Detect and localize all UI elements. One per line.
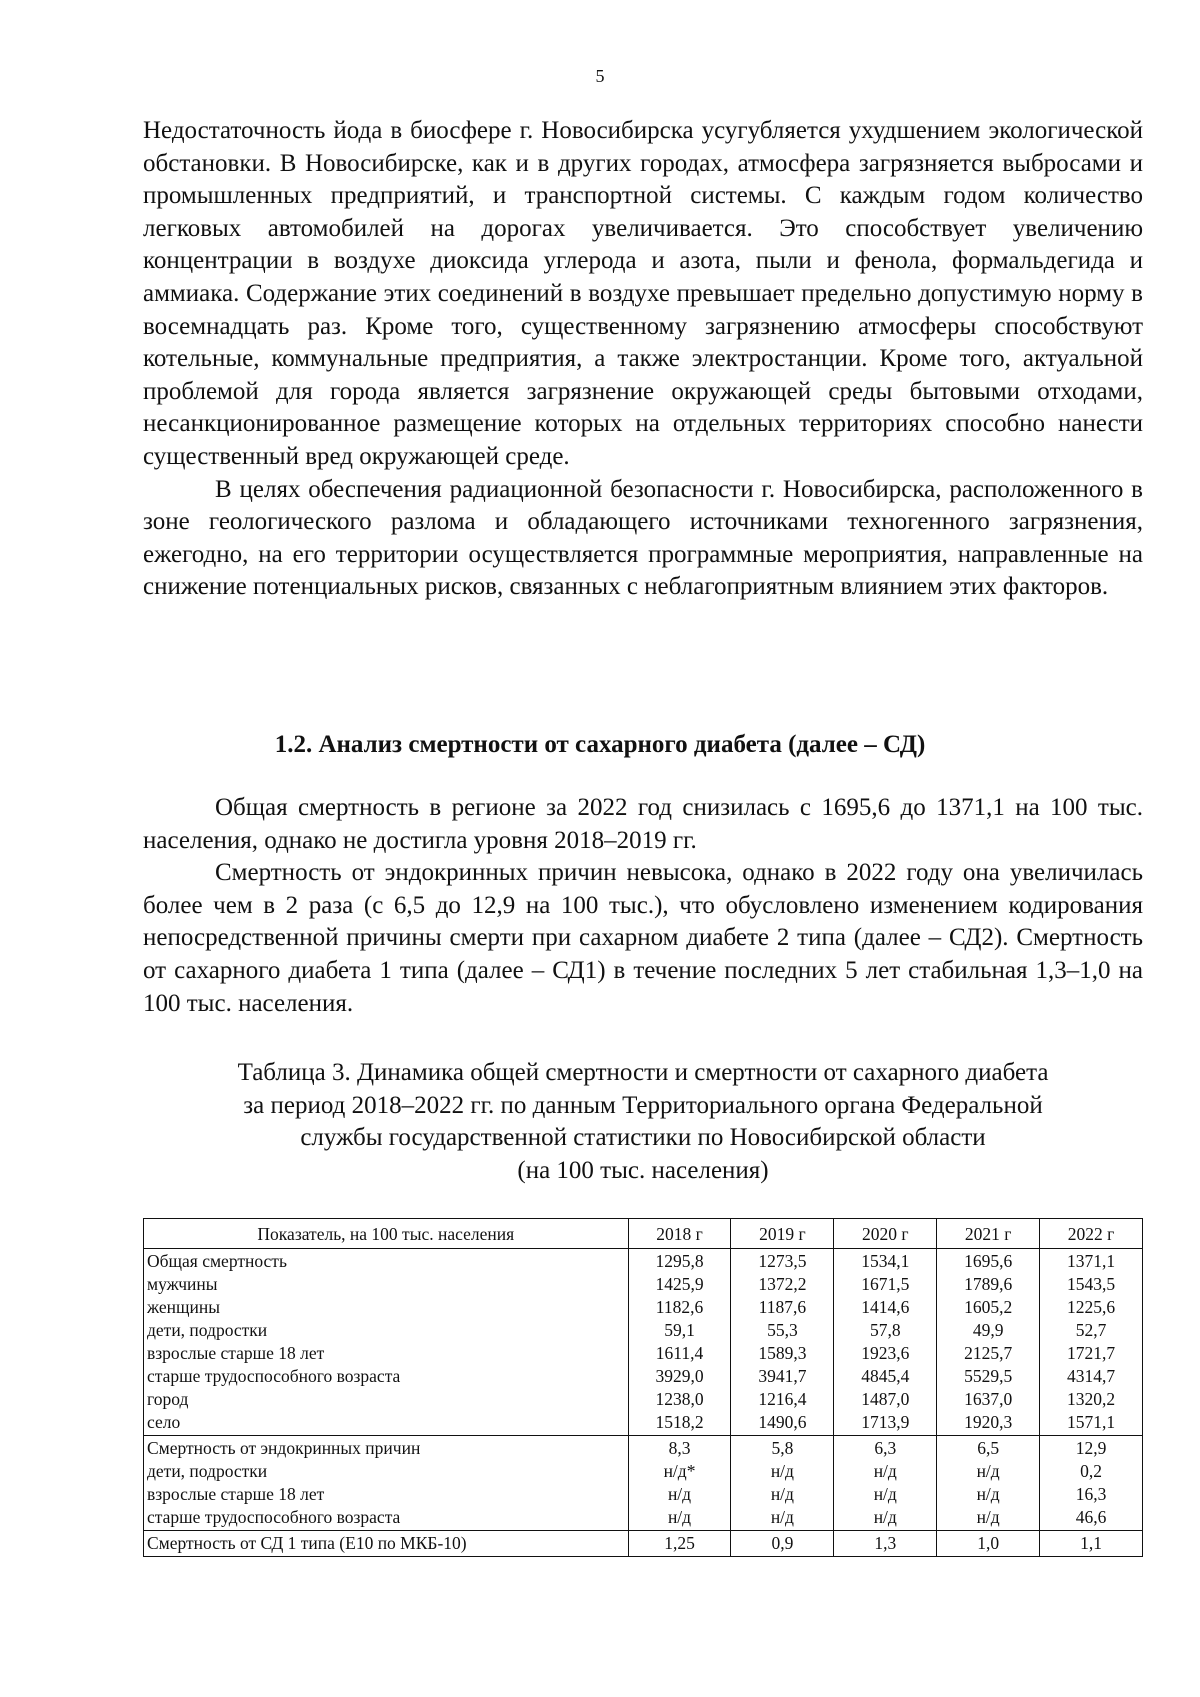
- cell-value: 1320,2: [1066, 1389, 1116, 1409]
- cell-value: 1425,9: [655, 1274, 704, 1294]
- cell-value: 1414,6: [861, 1297, 910, 1317]
- cell-value: 1372,2: [758, 1274, 807, 1294]
- table-caption-line: Таблица 3. Динамика общей смертности и смертности от сахарного диабета: [237, 1059, 1049, 1086]
- cell-value: 55,3: [767, 1320, 798, 1340]
- cell-value: 5529,5: [964, 1366, 1013, 1386]
- cell-value: 52,7: [1075, 1320, 1107, 1340]
- intro-text-block: [143, 115, 1143, 604]
- header-year-2020: 2020 г: [834, 1219, 937, 1249]
- cell-value: н/д: [873, 1507, 897, 1527]
- cell-value: 57,8: [869, 1320, 901, 1340]
- group-values-2020: [834, 1531, 937, 1557]
- cell-value: н/д: [770, 1484, 794, 1504]
- group-values-2019: [731, 1436, 834, 1531]
- table-caption: [143, 1057, 1143, 1187]
- cell-value: 1589,3: [758, 1343, 807, 1363]
- cell-value: 1920,3: [964, 1412, 1013, 1432]
- paragraph-endocrine-mortality: Смертность от эндокринных причин невысока, однако в 2022 году она увеличилась более чем в 2 раза (с 6,5 до 12,9 на 100 тыс.), что обусловлено изменением кодирования непосредственной причины смерти при сахарном диабете 2 типа (далее – СД2). Смертность от сахарного диабета 1 типа (далее – СД1) в течение последних 5 лет стабильная 1,3–1,0 на 100 тыс. населения.: [143, 859, 1143, 1017]
- cell-value: 2125,7: [964, 1343, 1013, 1363]
- group-values-2019: [731, 1249, 834, 1436]
- paragraph-radiation-safety: В целях обеспечения радиационной безопасности г. Новосибирска, расположенного в зоне геологического разлома и обладающего источниками техногенного загрязнения, ежегодно, на его территории осуществляется программные мероприятия, направленные на снижение потенциальных рисков, связанных с неблагоприятным влиянием этих факторов.: [143, 475, 1143, 601]
- cell-value: 1611,4: [655, 1343, 704, 1363]
- cell-value: 1789,6: [964, 1274, 1013, 1294]
- row-label: женщины: [147, 1297, 220, 1317]
- group-values-2021: [937, 1531, 1040, 1557]
- group-values-2018: [628, 1436, 731, 1531]
- page-number: 5: [595, 66, 605, 86]
- table-group-endocrine-mortality: [144, 1436, 1143, 1531]
- group-values-2021: [937, 1436, 1040, 1531]
- cell-value: н/д: [873, 1461, 897, 1481]
- cell-value: 6,5: [977, 1438, 1000, 1458]
- cell-value: 1534,1: [861, 1251, 910, 1271]
- cell-value: 1187,6: [758, 1297, 807, 1317]
- cell-value: 1238,0: [655, 1389, 704, 1409]
- row-label: мужчины: [147, 1274, 218, 1294]
- cell-value: н/д: [976, 1484, 1000, 1504]
- row-label: город: [147, 1389, 189, 1409]
- table-caption-line: службы государственной статистики по Новосибирской области: [300, 1124, 986, 1151]
- group-values-2018: [628, 1249, 731, 1436]
- row-label: старше трудоспособного возраста: [147, 1366, 401, 1386]
- cell-value: 1216,4: [758, 1389, 807, 1409]
- cell-value: 3929,0: [655, 1366, 704, 1386]
- cell-value: 1923,6: [861, 1343, 910, 1363]
- cell-value: 0,2: [1080, 1461, 1102, 1481]
- cell-value: н/д: [667, 1507, 692, 1527]
- cell-value: 1543,5: [1066, 1274, 1116, 1294]
- row-label: взрослые старше 18 лет: [147, 1343, 325, 1363]
- cell-value: 1,1: [1080, 1533, 1102, 1553]
- cell-value: н/д: [770, 1461, 794, 1481]
- cell-value: 1182,6: [655, 1297, 704, 1317]
- cell-value: 16,3: [1075, 1484, 1107, 1504]
- cell-value: 1518,2: [655, 1412, 704, 1432]
- paragraph-iodine-ecology: Недостаточность йода в биосфере г. Новосибирска усугубляется ухудшением экологической обстановки. В Новосибирске, как и в других городах, атмосфера загрязняется выбросами и промышленных предприятий, и транспортной системы. С каждым годом количество легковых автомобилей на дорогах увеличивается. Это способствует увеличению концентрации в воздухе диоксида углерода и азота, пыли и фенола, формальдегида и аммиака. Содержание этих соединений в воздухе превышает предельно допустимую норму в восемнадцать раз. Кроме того, существенному загрязнению атмосферы способствуют котельные, коммунальные предприятия, а также электростанции. Кроме того, актуальной проблемой для города является загрязнение окружающей среды бытовыми отходами, несанкционированное размещение которых на отдельных территориях способно нанести существенный вред окружающей среде.: [143, 117, 1143, 470]
- cell-value: 4314,7: [1066, 1366, 1116, 1386]
- cell-value: 1487,0: [861, 1389, 910, 1409]
- cell-value: 1713,9: [861, 1412, 910, 1432]
- cell-value: 59,1: [664, 1320, 695, 1340]
- header-year-2019: 2019 г: [731, 1219, 834, 1249]
- mortality-table: [143, 1218, 1143, 1557]
- table-header-row: [144, 1219, 1143, 1249]
- cell-value: 8,3: [668, 1438, 691, 1458]
- row-label: Смертность от СД 1 типа (Е10 по МКБ-10): [147, 1533, 467, 1553]
- cell-value: 1490,6: [758, 1412, 807, 1432]
- cell-value: 6,3: [874, 1438, 897, 1458]
- cell-value: 1225,6: [1066, 1297, 1116, 1317]
- cell-value: 1,0: [977, 1533, 1000, 1553]
- cell-value: 5,8: [771, 1438, 794, 1458]
- cell-value: 0,9: [771, 1533, 794, 1553]
- row-label: Общая смертность: [147, 1251, 287, 1271]
- table-caption-line: (на 100 тыс. населения): [517, 1156, 769, 1184]
- cell-value: 1,25: [664, 1533, 695, 1553]
- row-label: старше трудоспособного возраста: [147, 1507, 401, 1527]
- cell-value: 1695,6: [964, 1251, 1013, 1271]
- cell-value: 1671,5: [861, 1274, 910, 1294]
- table-group-total-mortality: [144, 1249, 1143, 1436]
- row-label: Смертность от эндокринных причин: [147, 1438, 421, 1458]
- mortality-text-block: [143, 792, 1143, 1020]
- cell-value: н/д: [873, 1484, 897, 1504]
- cell-value: 1295,8: [655, 1251, 704, 1271]
- cell-value: 1571,1: [1066, 1412, 1116, 1432]
- group-values-2021: [937, 1249, 1040, 1436]
- row-label: взрослые старше 18 лет: [147, 1484, 325, 1504]
- cell-value: 1273,5: [758, 1251, 807, 1271]
- header-year-2021: 2021 г: [937, 1219, 1040, 1249]
- cell-value: 1637,0: [964, 1389, 1013, 1409]
- cell-value: 4845,4: [861, 1366, 910, 1386]
- row-label: село: [147, 1412, 181, 1432]
- header-indicator: Показатель, на 100 тыс. населения: [144, 1219, 629, 1249]
- table-caption-line: за период 2018–2022 гг. по данным Территориального органа Федеральной: [243, 1091, 1043, 1119]
- cell-value: 3941,7: [758, 1366, 807, 1386]
- group-values-2022: [1040, 1249, 1143, 1436]
- cell-value: 49,9: [972, 1320, 1004, 1340]
- cell-value: 1605,2: [964, 1297, 1013, 1317]
- cell-value: 46,6: [1075, 1507, 1107, 1527]
- row-label: дети, подростки: [147, 1320, 268, 1340]
- group-values-2022: [1040, 1436, 1143, 1531]
- cell-value: н/д: [667, 1484, 692, 1504]
- cell-value: 12,9: [1075, 1438, 1107, 1458]
- section-heading: 1.2. Анализ смертности от сахарного диабета (далее – СД): [274, 731, 926, 758]
- paragraph-total-mortality: Общая смертность в регионе за 2022 год снизилась с 1695,6 до 1371,1 на 100 тыс. населения, однако не достигла уровня 2018–2019 гг.: [143, 794, 1143, 854]
- group-values-2019: [731, 1531, 834, 1557]
- group-values-2022: [1040, 1531, 1143, 1557]
- row-label: дети, подростки: [147, 1461, 268, 1481]
- header-year-2018: 2018 г: [628, 1219, 731, 1249]
- cell-value: н/д: [976, 1461, 1000, 1481]
- cell-value: н/д*: [663, 1461, 696, 1481]
- cell-value: 1,3: [874, 1533, 897, 1553]
- cell-value: н/д: [976, 1507, 1000, 1527]
- group-values-2020: [834, 1436, 937, 1531]
- group-labels: [144, 1249, 629, 1436]
- table-group-t1d-mortality: [144, 1531, 1143, 1557]
- cell-value: н/д: [770, 1507, 794, 1527]
- header-year-2022: 2022 г: [1040, 1219, 1143, 1249]
- cell-value: 1371,1: [1066, 1251, 1116, 1271]
- group-values-2018: [628, 1531, 731, 1557]
- cell-value: 1721,7: [1066, 1343, 1116, 1363]
- group-labels: [144, 1436, 629, 1531]
- group-values-2020: [834, 1249, 937, 1436]
- group-labels: [144, 1531, 629, 1557]
